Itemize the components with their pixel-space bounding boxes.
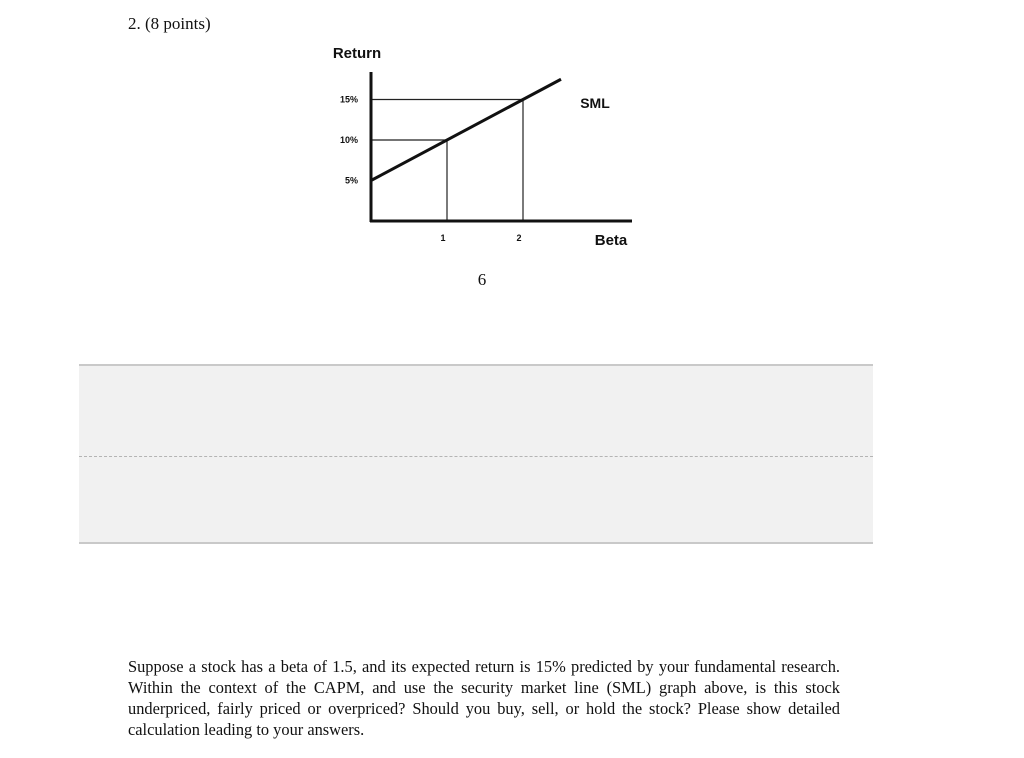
y-tick-labels (340, 95, 358, 186)
question-heading: 2. (8 points) (128, 14, 211, 33)
y-tick-label: 5% (344, 175, 358, 186)
y-axis-label: Return (332, 45, 382, 62)
reference-lines (371, 100, 523, 222)
x-tick-label: 1 (440, 233, 446, 243)
x-axis-label: Beta (594, 232, 628, 249)
question-body: Suppose a stock has a beta of 1.5, and its expected return is 15% predicted by your fundamental research. Within the context of the CAPM, and use the security market line (SML) graph above, is this stock underpriced, fairly priced or overpriced? Should you buy, sell, or hold the stock? Please show detailed calculation leading to your answers. (128, 657, 840, 739)
x-tick-label: 2 (516, 233, 522, 243)
x-tick-labels (440, 233, 521, 243)
sml-chart (0, 0, 1024, 300)
page-break-divider (79, 456, 873, 457)
page-number: 6 (477, 270, 487, 289)
sml-line-label: SML (580, 95, 610, 111)
sml-line (371, 79, 561, 180)
y-tick-label: 10% (339, 135, 358, 145)
y-tick-label: 15% (339, 94, 358, 105)
page-break-gap (79, 364, 873, 544)
